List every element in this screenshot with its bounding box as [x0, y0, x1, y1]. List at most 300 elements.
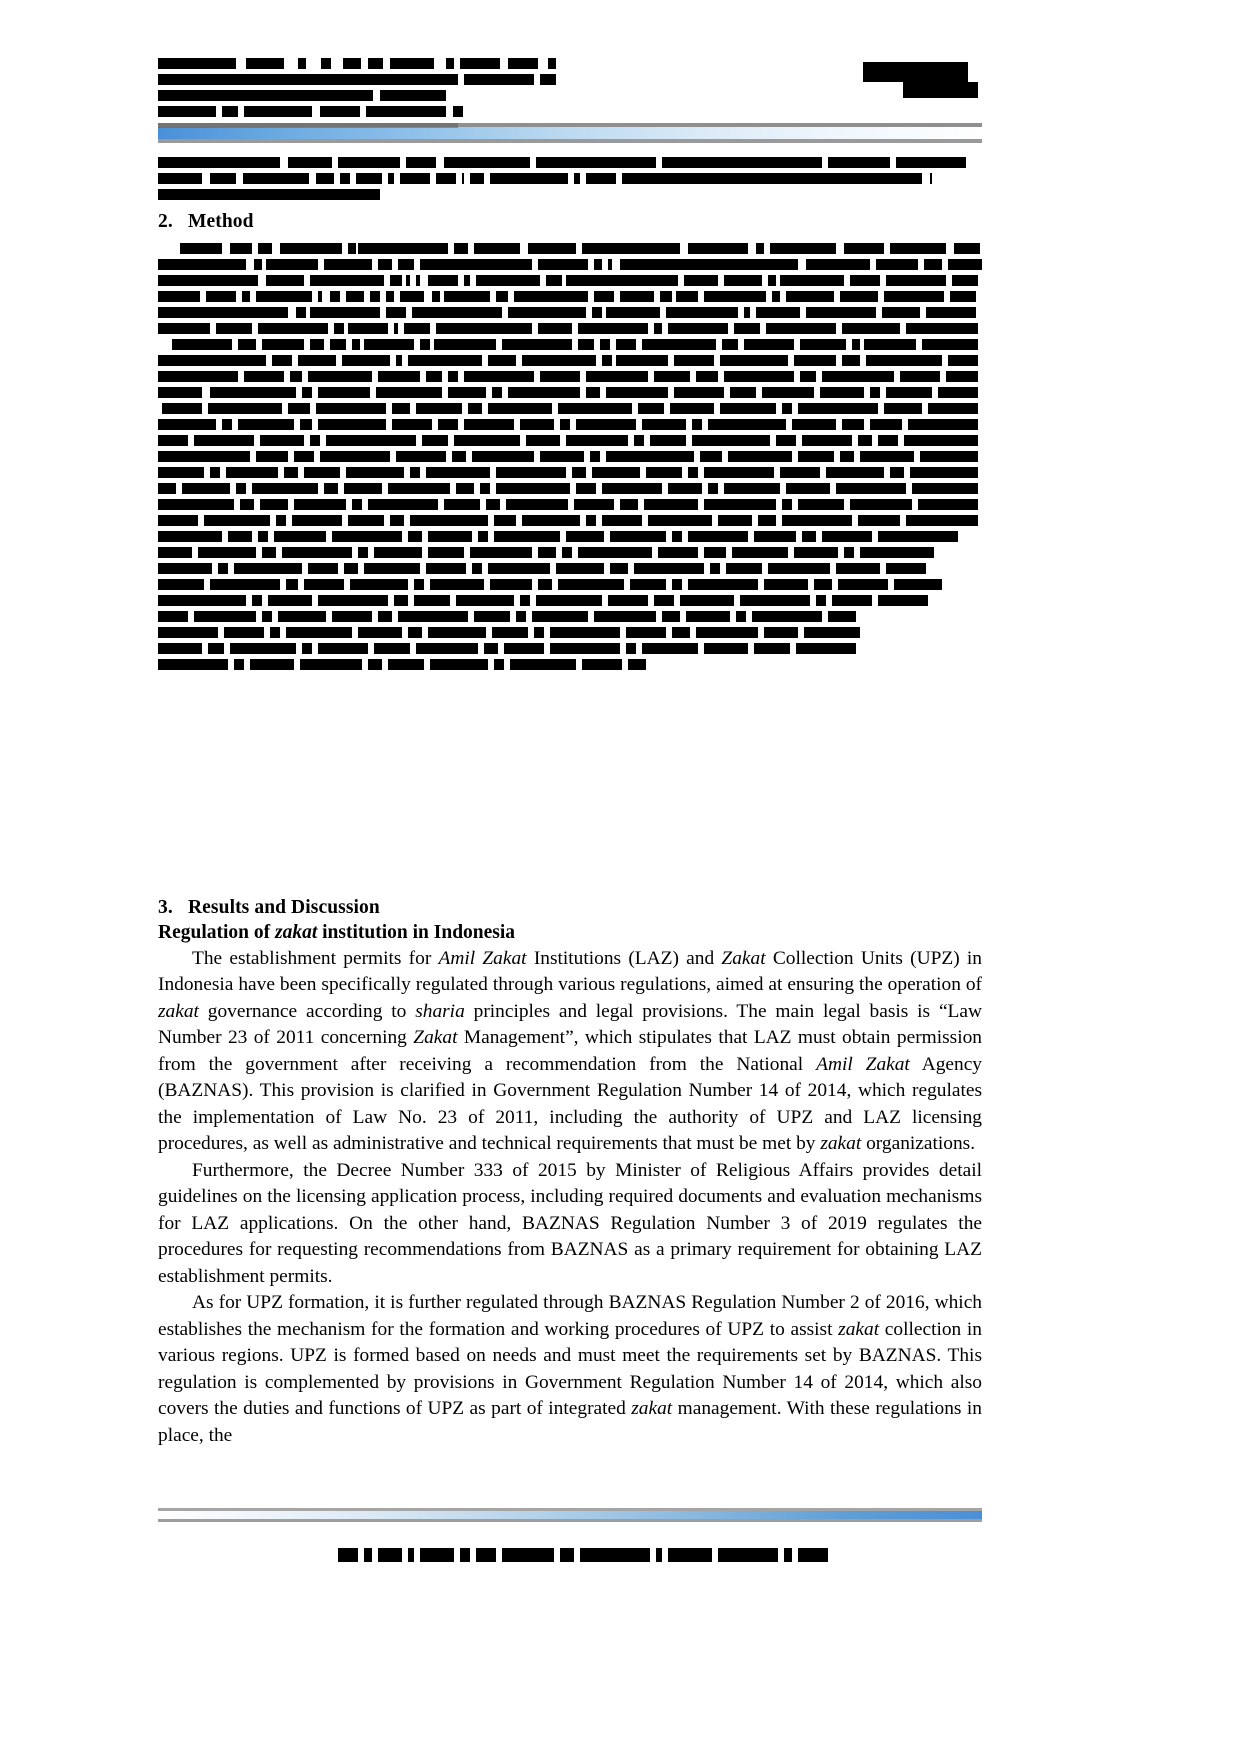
- redaction-line: [158, 595, 982, 606]
- redaction-bar: [832, 595, 872, 606]
- redaction-bar: [262, 547, 276, 558]
- redaction-bar: [470, 173, 484, 184]
- redaction-bar: [474, 243, 520, 254]
- redaction-bar: [840, 291, 878, 302]
- redaction-bar: [238, 419, 294, 430]
- redaction-bar: [308, 563, 338, 574]
- subheading-part-italic: zakat: [275, 922, 318, 944]
- redaction-bar: [470, 547, 532, 558]
- redaction-bar: [634, 563, 704, 574]
- redaction-bar: [764, 627, 798, 638]
- redaction-bar: [754, 643, 790, 654]
- redaction-bar: [904, 435, 978, 446]
- redaction-bar: [332, 611, 372, 622]
- redaction-bar: [886, 275, 946, 286]
- redaction-bar: [286, 579, 298, 590]
- redaction-bar: [822, 531, 872, 542]
- redaction-bar: [260, 499, 288, 510]
- redaction-bar: [594, 291, 614, 302]
- redaction-bar: [754, 531, 796, 542]
- redaction-bar: [804, 627, 860, 638]
- redaction-bar: [592, 467, 640, 478]
- redaction-bar: [378, 1548, 402, 1562]
- redaction-bar: [782, 515, 852, 526]
- redaction-bar: [574, 173, 580, 184]
- page-content-column: [158, 0, 982, 1754]
- redaction-bar: [294, 499, 346, 510]
- redaction-line: [158, 189, 982, 200]
- redaction-bar: [806, 259, 870, 270]
- redaction-bar: [600, 339, 610, 350]
- redaction-bar: [158, 90, 373, 101]
- redaction-bar: [758, 515, 776, 526]
- redaction-bar: [404, 323, 430, 334]
- redaction-bar: [158, 515, 198, 526]
- redaction-bar: [676, 291, 698, 302]
- redaction-bar: [840, 451, 854, 462]
- redaction-bar: [910, 467, 978, 478]
- redaction-bar: [626, 627, 666, 638]
- redaction-bar: [292, 515, 342, 526]
- redaction-bar: [838, 579, 888, 590]
- redaction-bar: [366, 106, 446, 117]
- redaction-bar: [534, 627, 544, 638]
- redaction-bar: [182, 483, 230, 494]
- redaction-bar: [718, 515, 752, 526]
- redaction-bar: [406, 157, 436, 168]
- redaction-bar: [638, 403, 664, 414]
- redaction-bar: [408, 355, 482, 366]
- redaction-bar: [708, 483, 718, 494]
- redaction-bar: [642, 419, 686, 430]
- footer-accent-rule: [158, 1508, 982, 1522]
- redaction-bar: [494, 659, 504, 670]
- redaction-bar: [394, 323, 398, 334]
- redaction-bar: [744, 307, 750, 318]
- redaction-bar: [258, 531, 268, 542]
- redaction-bar: [680, 595, 734, 606]
- redaction-bar: [256, 291, 312, 302]
- redaction-bar: [752, 611, 822, 622]
- redaction-bar: [948, 259, 982, 270]
- redaction-bar: [158, 435, 188, 446]
- redaction-bar: [364, 339, 414, 350]
- redaction-bar: [672, 531, 682, 542]
- redaction-bar: [866, 355, 942, 366]
- redaction-bar: [278, 611, 326, 622]
- redaction-bar: [318, 387, 370, 398]
- redaction-bar: [288, 403, 310, 414]
- redaction-bar: [488, 563, 550, 574]
- redaction-bar: [900, 371, 940, 382]
- redaction-bar: [586, 387, 600, 398]
- redaction-bar: [310, 307, 380, 318]
- redaction-bar: [672, 579, 682, 590]
- redaction-bar: [352, 339, 360, 350]
- redaction-bar: [594, 259, 602, 270]
- redaction-bar: [522, 355, 596, 366]
- redaction-bar: [244, 106, 312, 117]
- redaction-bar: [388, 173, 394, 184]
- redaction-bar: [938, 387, 978, 398]
- redaction-bar: [886, 563, 926, 574]
- redaction-bar: [766, 323, 836, 334]
- redaction-bar: [704, 547, 726, 558]
- redaction-bar: [158, 483, 176, 494]
- redaction-line: [158, 243, 982, 254]
- redaction-bar: [210, 467, 220, 478]
- redaction-bar: [258, 323, 328, 334]
- redaction-bar: [792, 419, 836, 430]
- redaction-bar: [448, 387, 486, 398]
- redaction-bar: [324, 259, 372, 270]
- redaction-bar: [158, 291, 200, 302]
- redaction-bar: [318, 419, 386, 430]
- redaction-bar: [620, 259, 798, 270]
- header-title-redaction: [158, 58, 982, 85]
- redaction-bar: [536, 595, 602, 606]
- redaction-line: [158, 403, 982, 414]
- redaction-bar: [476, 1548, 496, 1562]
- redaction-bar: [358, 547, 368, 558]
- redaction-bar: [158, 173, 202, 184]
- redaction-bar: [172, 339, 232, 350]
- redaction-bar: [602, 483, 662, 494]
- redaction-bar: [836, 563, 880, 574]
- redaction-bar: [844, 243, 884, 254]
- redaction-bar: [884, 291, 944, 302]
- redaction-bar: [208, 643, 224, 654]
- redaction-bar: [674, 387, 724, 398]
- redaction-bar: [454, 243, 468, 254]
- redaction-bar: [180, 243, 222, 254]
- redaction-bar: [578, 339, 594, 350]
- redaction-bar: [844, 547, 854, 558]
- redaction-bar: [326, 435, 416, 446]
- redaction-bar: [802, 435, 852, 446]
- redaction-line: [158, 451, 982, 462]
- redaction-bar: [726, 563, 762, 574]
- redaction-bar: [452, 451, 466, 462]
- redaction-bar: [586, 515, 596, 526]
- subheading-part-after: institution in Indonesia: [317, 922, 516, 944]
- redaction-bar: [204, 515, 270, 526]
- redaction-bar: [828, 611, 856, 622]
- redaction-bar: [510, 659, 576, 670]
- redaction-bar: [158, 371, 238, 382]
- redaction-bar: [728, 451, 792, 462]
- redaction-bar: [732, 547, 788, 558]
- redaction-bar: [562, 547, 572, 558]
- redaction-line: [158, 643, 982, 654]
- redaction-line: [158, 291, 982, 302]
- redaction-bar: [374, 643, 410, 654]
- redaction-bar: [210, 173, 236, 184]
- redaction-bar: [798, 451, 834, 462]
- redaction-bar: [860, 451, 914, 462]
- redaction-bar: [398, 611, 468, 622]
- redaction-bar: [688, 243, 748, 254]
- redaction-bar: [310, 339, 324, 350]
- redaction-bar: [696, 371, 718, 382]
- redaction-bar: [308, 371, 372, 382]
- section-method: [158, 210, 982, 675]
- redaction-bar: [540, 74, 556, 85]
- redaction-bar: [198, 547, 256, 558]
- redaction-bar: [456, 483, 474, 494]
- redaction-bar: [348, 323, 388, 334]
- redaction-bar: [158, 451, 250, 462]
- paragraph-2: Furthermore, the Decree Number 333 of 2015 by Minister of Religious Affairs provides detail guidelines on the licensing application process, including required documents and evaluation mechanisms for LAZ applications. On the other hand, BAZNAS Regulation Number 3 of 2019 regulates the procedures for requesting recommendations from BAZNAS as a primary requirement for obtaining LAZ establishment permits.: [158, 1159, 982, 1287]
- redaction-bar: [860, 547, 934, 558]
- redaction-bar: [688, 467, 698, 478]
- redaction-bar: [672, 627, 690, 638]
- redaction-bar: [416, 403, 462, 414]
- redaction-bar: [606, 451, 694, 462]
- redaction-bar: [428, 627, 486, 638]
- redaction-bar: [578, 323, 648, 334]
- redaction-bar: [646, 467, 682, 478]
- redaction-bar: [688, 579, 758, 590]
- redaction-bar: [620, 291, 654, 302]
- redaction-bar: [794, 547, 838, 558]
- redaction-bar: [842, 355, 860, 366]
- redaction-bar: [386, 307, 406, 318]
- redaction-bar: [392, 419, 432, 430]
- redaction-bar: [540, 371, 580, 382]
- redaction-bar: [290, 371, 302, 382]
- redaction-bar: [158, 323, 210, 334]
- redaction-bar: [348, 515, 384, 526]
- redaction-bar: [444, 157, 530, 168]
- redaction-bar: [594, 611, 656, 622]
- redaction-bar: [566, 435, 628, 446]
- redaction-bar: [666, 307, 738, 318]
- redaction-bar: [256, 451, 288, 462]
- redaction-bar: [548, 58, 556, 69]
- redaction-bar: [558, 579, 624, 590]
- redaction-bar: [836, 483, 906, 494]
- redaction-bar: [262, 611, 272, 622]
- redaction-bar: [870, 387, 880, 398]
- redaction-bar: [426, 467, 490, 478]
- redaction-bar: [508, 58, 538, 69]
- redaction-bar: [496, 467, 566, 478]
- redaction-bar: [850, 275, 880, 286]
- paragraph-1: The establishment permits for Amil Zakat Institutions (LAZ) and Zakat Collection Units (UPZ) in Indonesia have been specifically regulated through various regulations, aimed at ensuring the operation of zakat governance according to sharia principles and legal provisions. The main legal basis is “Law Number 23 of 2011 concerning Zakat Management”, which stipulates that LAZ must obtain permission from the government after receiving a recommendation from the National Amil Zakat Agency (BAZNAS). This provision is clarified in Government Regulation Number 14 of 2014, which regulates the implementation of Law No. 23 of 2011, including the authority of UPZ and LAZ licensing procedures, as well as administrative and technical requirements that must be met by zakat organizations.: [158, 947, 983, 1155]
- redaction-line: [158, 58, 982, 69]
- redaction-bar: [918, 499, 978, 510]
- redaction-bar: [768, 563, 830, 574]
- redaction-bar: [616, 339, 636, 350]
- redaction-bar: [550, 627, 620, 638]
- redaction-bar: [770, 243, 836, 254]
- redaction-bar: [158, 611, 188, 622]
- redaction-bar: [538, 323, 572, 334]
- redaction-bar: [426, 371, 442, 382]
- redaction-bar: [782, 403, 792, 414]
- redaction-bar: [514, 291, 588, 302]
- redaction-bar: [436, 173, 456, 184]
- redaction-bar: [602, 355, 612, 366]
- redaction-bar: [410, 467, 420, 478]
- redaction-bar: [428, 531, 472, 542]
- redaction-bar: [250, 659, 294, 670]
- redaction-bar: [346, 291, 364, 302]
- redaction-bar: [454, 435, 520, 446]
- redaction-bar: [704, 291, 766, 302]
- redaction-bar: [642, 339, 716, 350]
- heading-results-title: Results and Discussion: [188, 897, 380, 918]
- redaction-bar: [288, 157, 332, 168]
- redaction-bar: [236, 483, 246, 494]
- redaction-bar: [720, 355, 788, 366]
- redaction-bar: [224, 627, 264, 638]
- redaction-bar: [158, 579, 204, 590]
- redaction-bar: [230, 243, 252, 254]
- redaction-bar: [610, 531, 666, 542]
- redaction-bar: [390, 515, 404, 526]
- redaction-bar: [392, 403, 410, 414]
- redaction-bar: [300, 419, 312, 430]
- redaction-bar: [420, 259, 532, 270]
- redaction-bar: [828, 157, 890, 168]
- redaction-bar: [816, 595, 826, 606]
- redaction-bar: [254, 259, 262, 270]
- redaction-bar: [486, 499, 500, 510]
- redaction-bar: [586, 371, 648, 382]
- redaction-line: [158, 659, 982, 670]
- redaction-bar: [884, 403, 922, 414]
- subheading-part-before: Regulation of: [158, 922, 275, 944]
- redaction-bar: [344, 563, 358, 574]
- redaction-bar: [670, 403, 714, 414]
- redaction-line: [158, 90, 982, 101]
- redaction-bar: [252, 595, 262, 606]
- redaction-bar: [658, 547, 698, 558]
- redaction-bar: [222, 419, 232, 430]
- redaction-bar: [320, 451, 390, 462]
- redaction-bar: [906, 515, 978, 526]
- redaction-bar: [890, 467, 904, 478]
- redaction-bar: [654, 323, 662, 334]
- redaction-bar: [920, 451, 978, 462]
- redaction-line: [158, 563, 982, 574]
- redaction-bar: [378, 371, 420, 382]
- redaction-line: [158, 483, 982, 494]
- redaction-bar: [522, 515, 580, 526]
- redaction-bar: [654, 371, 690, 382]
- redaction-bar: [496, 291, 508, 302]
- redaction-bar: [316, 403, 386, 414]
- redaction-bar: [782, 499, 792, 510]
- redaction-bar: [388, 659, 424, 670]
- redaction-bar: [954, 243, 980, 254]
- redaction-bar: [800, 371, 816, 382]
- header-rule-smudge: [158, 123, 458, 128]
- redaction-bar: [490, 173, 568, 184]
- subheading-regulation-of-zakat: [158, 920, 982, 945]
- redaction-bar: [436, 323, 532, 334]
- redaction-bar: [798, 499, 844, 510]
- redaction-bar: [756, 307, 800, 318]
- redaction-bar: [420, 1548, 454, 1562]
- redaction-bar: [346, 467, 404, 478]
- redaction-bar: [734, 323, 760, 334]
- redaction-bar: [370, 291, 380, 302]
- redaction-bar: [882, 307, 920, 318]
- redaction-bar: [378, 611, 392, 622]
- redaction-bar: [468, 403, 482, 414]
- redaction-bar: [718, 1548, 778, 1562]
- redaction-bar: [532, 611, 588, 622]
- redaction-bar: [480, 483, 490, 494]
- redaction-bar: [356, 173, 382, 184]
- redaction-bar: [724, 275, 762, 286]
- redaction-bar: [400, 291, 424, 302]
- redaction-bar: [580, 1548, 650, 1562]
- redaction-bar: [502, 339, 572, 350]
- redaction-bar: [626, 643, 636, 654]
- redaction-bar: [526, 435, 560, 446]
- redaction-line: [158, 157, 982, 168]
- heading-method-number: 2.: [158, 211, 173, 232]
- redaction-bar: [412, 307, 502, 318]
- redaction-bar: [316, 173, 334, 184]
- redaction-bar: [266, 275, 304, 286]
- heading-results-number: 3.: [158, 897, 173, 918]
- redaction-bar: [304, 579, 344, 590]
- redaction-bar: [784, 1548, 792, 1562]
- redaction-bar: [560, 419, 570, 430]
- redaction-bar: [240, 499, 254, 510]
- redaction-bar: [158, 387, 202, 398]
- page-header: [158, 58, 982, 205]
- redaction-bar: [246, 58, 284, 69]
- redaction-bar: [318, 291, 322, 302]
- redaction-bar: [692, 419, 702, 430]
- redaction-bar: [722, 339, 738, 350]
- redaction-bar: [536, 157, 656, 168]
- redaction-bar: [708, 419, 786, 430]
- redaction-bar: [420, 339, 430, 350]
- redaction-bar: [460, 58, 500, 69]
- redaction-bar: [158, 595, 246, 606]
- redaction-bar: [520, 419, 554, 430]
- redaction-bar: [504, 643, 544, 654]
- redaction-bar: [414, 579, 424, 590]
- redaction-bar: [490, 579, 532, 590]
- redaction-bar: [242, 291, 250, 302]
- redaction-bar: [302, 387, 312, 398]
- redaction-bar: [158, 58, 236, 69]
- redaction-line: [158, 106, 982, 117]
- redaction-bar: [320, 106, 360, 117]
- redaction-bar: [376, 387, 442, 398]
- redaction-bar: [616, 355, 668, 366]
- redaction-bar: [430, 659, 488, 670]
- redaction-bar: [158, 499, 234, 510]
- redaction-bar: [294, 451, 314, 462]
- redaction-bar: [894, 579, 942, 590]
- redaction-bar: [338, 157, 400, 168]
- redaction-bar: [334, 323, 344, 334]
- redaction-bar: [642, 643, 698, 654]
- redaction-bar: [540, 451, 584, 462]
- redaction-bar: [464, 74, 534, 85]
- redaction-bar: [194, 611, 256, 622]
- redaction-bar: [368, 499, 438, 510]
